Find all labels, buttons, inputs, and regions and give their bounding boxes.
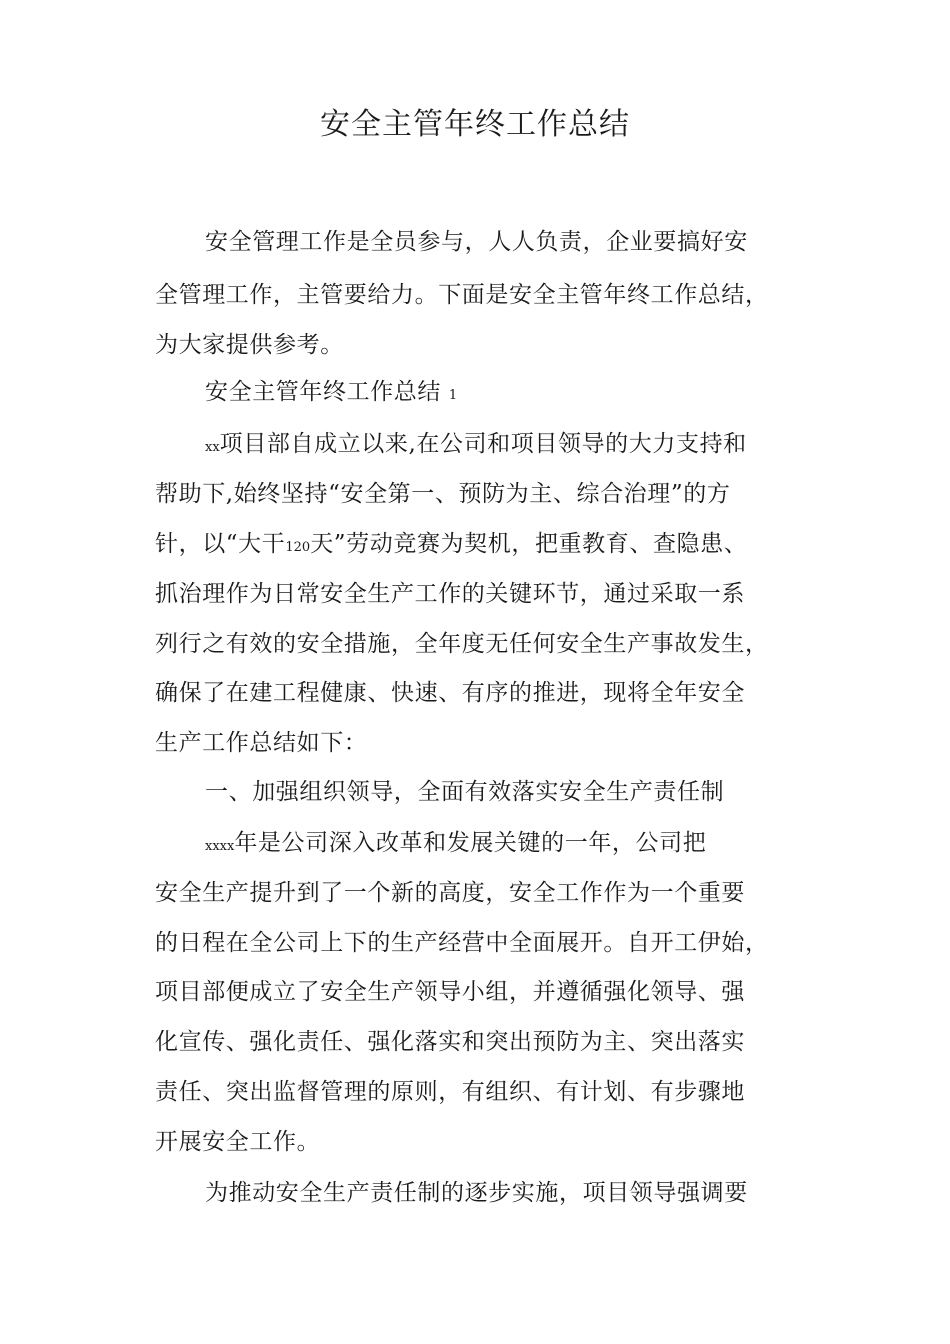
paragraph-line bbox=[155, 628, 835, 660]
paragraph-line bbox=[155, 478, 835, 510]
paragraph-line bbox=[155, 578, 835, 610]
text-run-small: xxxx bbox=[205, 839, 235, 854]
text-run-small: xx bbox=[205, 440, 220, 455]
text-run: 确保了在建工程健康、快速、有序的推进，现将全年安全 bbox=[155, 680, 745, 706]
paragraph-line bbox=[155, 1026, 835, 1058]
text-run: 项目部便成立了安全生产领导小组，并遵循强化领导、强 bbox=[155, 979, 745, 1005]
text-run: 年是公司深入改革和发展关键的一年，公司把 bbox=[234, 830, 707, 856]
text-run: 安全管理工作是全员参与，人人负责，企业要搞好安 bbox=[205, 229, 748, 255]
text-run: 全管理工作，主管要给力。下面是安全主管年终工作总结， bbox=[155, 282, 769, 308]
paragraph-line bbox=[155, 329, 835, 361]
text-run: 化宣传、强化责任、强化落实和突出预防为主、突出落实 bbox=[155, 1029, 745, 1055]
text-run: 为推动安全生产责任制的逐步实施，项目领导强调要 bbox=[205, 1180, 748, 1206]
section-heading-line bbox=[205, 776, 885, 808]
text-run: 生产工作总结如下： bbox=[155, 730, 368, 756]
text-run: 为大家提供参考。 bbox=[155, 332, 344, 358]
text-run: 列行之有效的安全措施，全年度无任何安全生产事故发生， bbox=[155, 631, 769, 657]
text-run: 的日程在全公司上下的生产经营中全面展开。自开工伊始， bbox=[155, 930, 769, 956]
paragraph-line bbox=[155, 927, 835, 959]
text-run: 针，以“大干 bbox=[155, 531, 286, 557]
text-run-small: 120 bbox=[285, 540, 311, 555]
section-heading-line bbox=[205, 376, 885, 412]
text-run: 帮助下,始终坚持“安全第一、预防为主、综合治理”的方 bbox=[155, 481, 731, 507]
paragraph-line bbox=[155, 727, 835, 759]
paragraph-line bbox=[155, 528, 835, 564]
text-run: 安全主管年终工作总结 bbox=[205, 379, 441, 405]
text-run: 责任、突出监督管理的原则，有组织、有计划、有步骤地 bbox=[155, 1079, 745, 1105]
text-run: 抓治理作为日常安全生产工作的关键环节，通过采取一系 bbox=[155, 581, 745, 607]
text-run: 天”劳动竞赛为契机，把重教育、查隐患、 bbox=[310, 531, 748, 557]
text-run: 项目部自成立以来,在公司和项目领导的大力支持和 bbox=[219, 431, 747, 457]
paragraph-line bbox=[155, 677, 835, 709]
document-title: 安全主管年终工作总结 bbox=[320, 107, 630, 142]
paragraph-line bbox=[205, 428, 885, 464]
paragraph-line bbox=[155, 1126, 835, 1158]
text-run-small: 1 bbox=[448, 388, 458, 403]
paragraph-line bbox=[205, 827, 885, 863]
text-run: 安全生产提升到了一个新的高度，安全工作作为一个重要 bbox=[155, 880, 745, 906]
text-run: 开展安全工作。 bbox=[155, 1129, 321, 1155]
paragraph-line bbox=[155, 279, 835, 311]
paragraph-line bbox=[155, 976, 835, 1008]
text-run: 一、加强组织领导，全面有效落实安全生产责任制 bbox=[205, 779, 725, 805]
paragraph-line bbox=[155, 1076, 835, 1108]
paragraph-line bbox=[205, 1177, 885, 1209]
paragraph-line bbox=[155, 877, 835, 909]
paragraph-line bbox=[205, 226, 885, 258]
